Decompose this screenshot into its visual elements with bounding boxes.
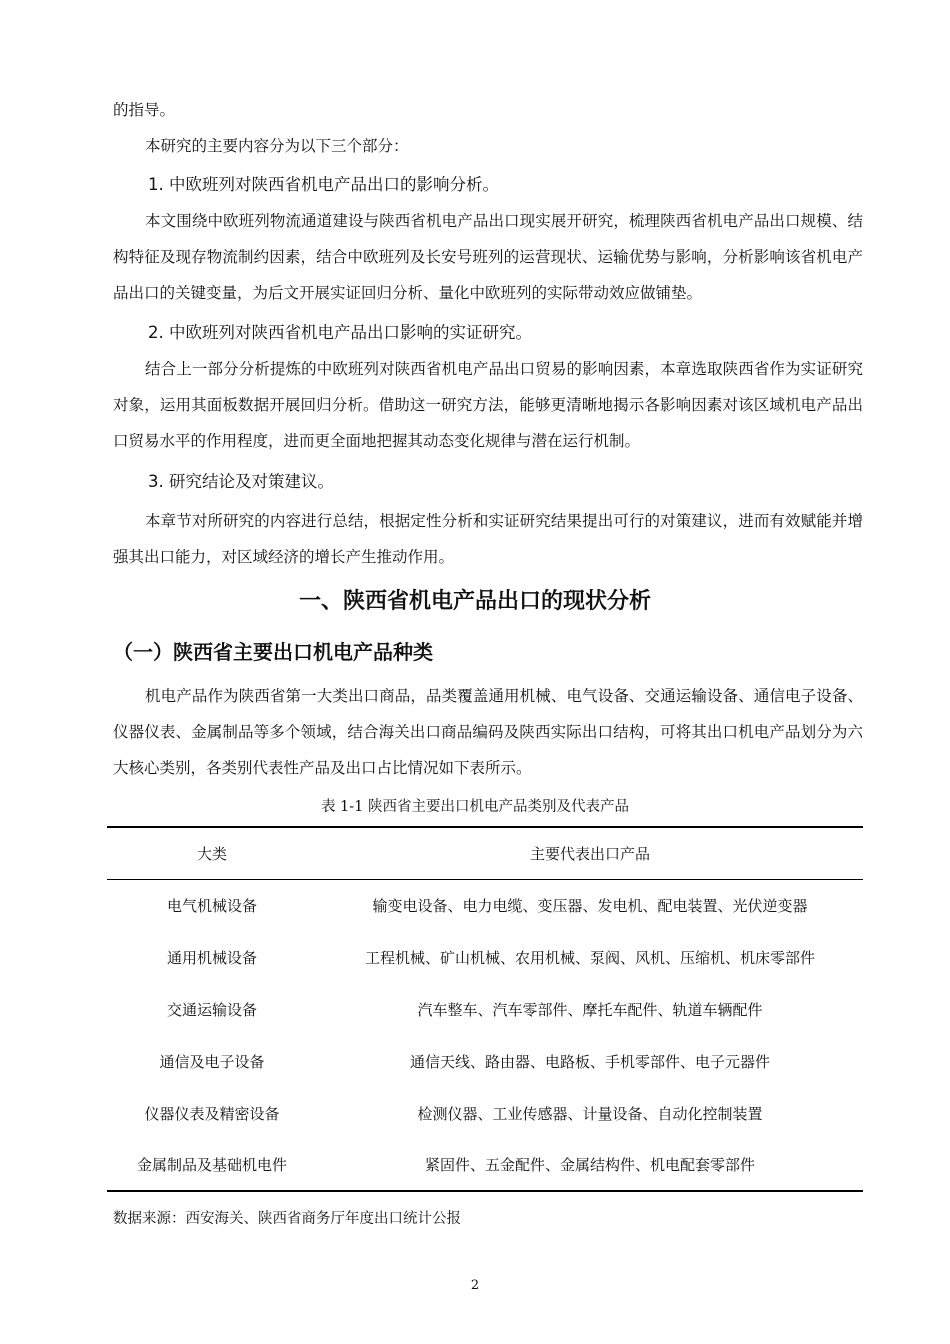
- table-row: [107, 931, 863, 983]
- table-row: [107, 1035, 863, 1087]
- row-category: 交通运输设备: [166, 1000, 257, 1019]
- header-category: 大类: [107, 827, 317, 879]
- data-source-note: 数据来源：西安海关、陕西省商务厅年度出口统计公报: [113, 1211, 461, 1227]
- row-category: 通用机械设备: [166, 948, 257, 967]
- page-number: 2: [470, 1278, 480, 1293]
- table-row: [107, 1087, 863, 1139]
- part3-body: 本章节对所研究的内容进行总结，根据定性分析和实证研究结果提出可行的对策建议，进而有效赋能并增强其出口能力，对区域经济的增长产生推动作用。: [113, 512, 863, 566]
- intro-paragraph: 本研究的主要内容分为以下三个部分：: [145, 137, 409, 155]
- row-products: 工程机械、矿山机械、农用机械、泵阀、风机、压缩机、机床零部件: [364, 948, 815, 967]
- product-category-table: [107, 826, 863, 1192]
- row-products: 检测仪器、工业传感器、计量设备、自动化控制装置: [417, 1104, 763, 1123]
- part2-heading: 2. 中欧班列对陕西省机电产品出口影响的实证研究。: [148, 323, 532, 342]
- row-products: 输变电设备、电力电缆、变压器、发电机、配电装置、光伏逆变器: [372, 896, 808, 915]
- part2-body: 结合上一部分分析提炼的中欧班列对陕西省机电产品出口贸易的影响因素，本章选取陕西省作为实证研究对象，运用其面板数据开展回归分析。借助这一研究方法，能够更清晰地揭示各影响因素对该区域机电产品出口贸易水平的作用程度，进而更全面地把握其动态变化规律与潜在运行机制。: [113, 360, 863, 450]
- chapter-title: 一、陕西省机电产品出口的现状分析: [298, 589, 651, 614]
- section-body: 机电产品作为陕西省第一大类出口商品，品类覆盖通用机械、电气设备、交通运输设备、通信电子设备、仪器仪表、金属制品等多个领域，结合海关出口商品编码及陕西实际出口结构，可将其出口机电产品划分为六大核心类别，各类别代表性产品及出口占比情况如下表所示。: [113, 687, 863, 777]
- table-row: [107, 1139, 863, 1191]
- header-products: 主要代表出口产品: [317, 827, 863, 879]
- row-category: 金属制品及基础机电件: [107, 1139, 317, 1191]
- part1-body: 本文围绕中欧班列物流通道建设与陕西省机电产品出口现实展开研究，梳理陕西省机电产品出口规模、结构特征及现存物流制约因素，结合中欧班列及长安号班列的运营现状、运输优势与影响，分析影响该省机电产品出口的关键变量，为后文开展实证回归分析、量化中欧班列的实际带动效应做铺垫。: [113, 212, 863, 302]
- section-title: （一）陕西省主要出口机电产品种类: [113, 640, 433, 664]
- part3-heading: 3. 研究结论及对策建议。: [148, 472, 334, 491]
- previous-paragraph-end: 的指导。: [113, 101, 176, 119]
- row-products: 通信天线、路由器、电路板、手机零部件、电子元器件: [409, 1052, 770, 1071]
- row-products: 汽车整车、汽车零部件、摩托车配件、轨道车辆配件: [417, 1000, 763, 1019]
- table-row: [107, 879, 863, 931]
- table-caption: 表 1-1 陕西省主要出口机电产品类别及代表产品: [320, 799, 630, 815]
- row-category: 电气机械设备: [166, 896, 257, 915]
- table-row: [107, 983, 863, 1035]
- table-header-row: [107, 827, 863, 879]
- row-products: 紧固件、五金配件、金属结构件、机电配套零部件: [317, 1139, 863, 1191]
- row-category: 通信及电子设备: [159, 1052, 265, 1071]
- part1-heading: 1. 中欧班列对陕西省机电产品出口的影响分析。: [148, 175, 499, 194]
- row-category: 仪器仪表及精密设备: [144, 1104, 280, 1123]
